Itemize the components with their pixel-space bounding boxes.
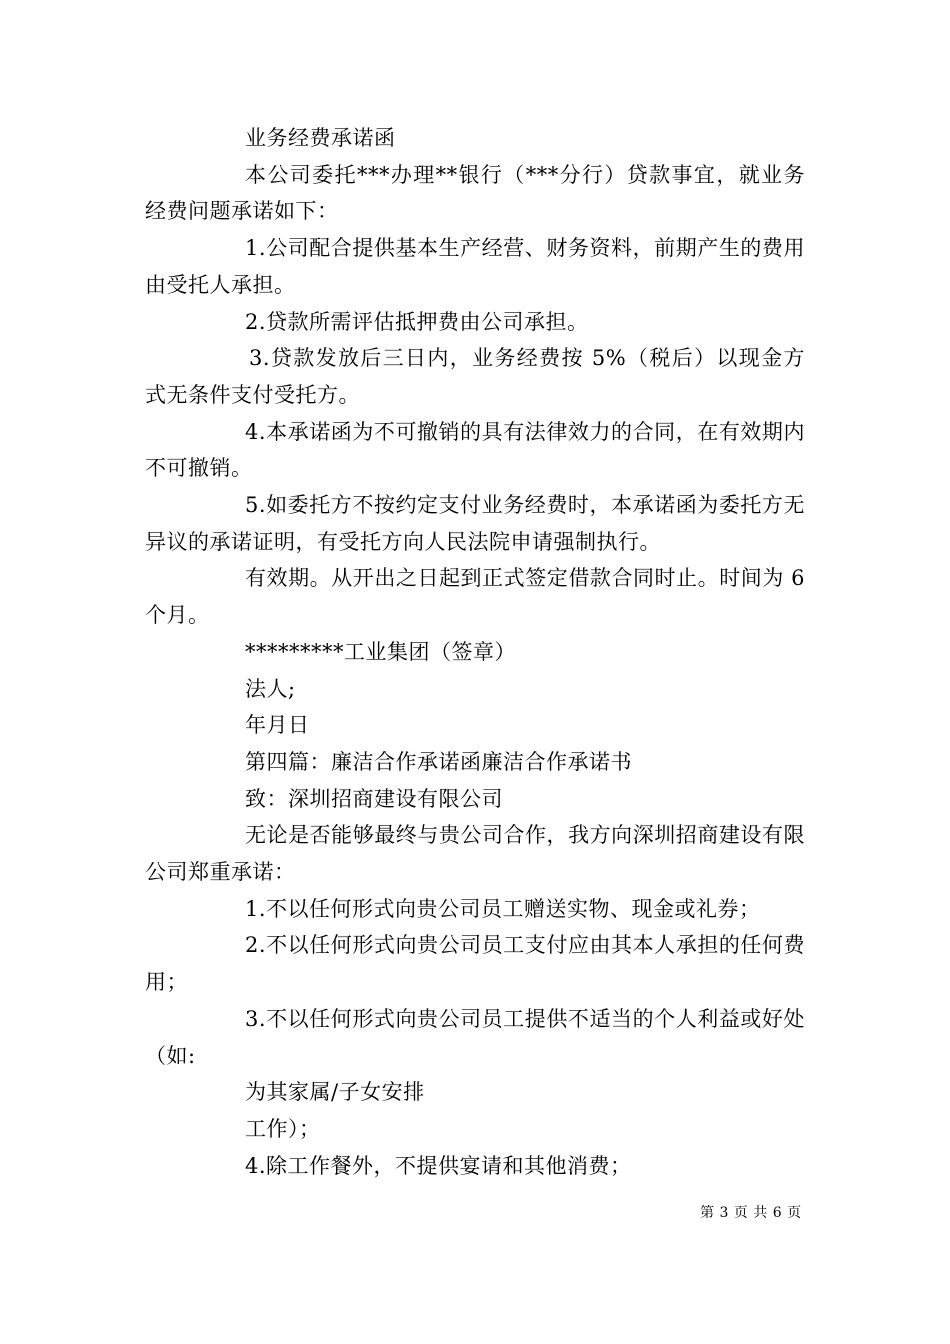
paragraph-item-2: 2.贷款所需评估抵押费由公司承担。 [245, 309, 589, 334]
section-heading: 第四篇：廉洁合作承诺函廉洁合作承诺书 [245, 749, 632, 774]
paragraph-item-3: 3.贷款发放后三日内，业务经费按 5%（税后）以现金方式无条件支付受托方。 [145, 346, 805, 407]
pledge-item-3-cont-1: 为其家属/子女安排 [245, 1080, 425, 1105]
document-body [145, 120, 805, 1184]
signature-company: *********工业集团（签章） [245, 639, 516, 664]
paragraph-intro: 本公司委托***办理**银行（***分行）贷款事宜，就业务经费问题承诺如下： [145, 162, 805, 224]
pledge-item-3: 3.不以任何形式向贵公司员工提供不适当的个人利益或好处（如: [145, 1006, 805, 1068]
paragraph-validity: 有效期。从开出之日起到正式签定借款合同时止。时间为 6 个月。 [145, 566, 805, 628]
addressee: 致：深圳招商建设有限公司 [245, 786, 503, 811]
pledge-item-4: 4.除工作餐外，不提供宴请和其他消费； [245, 1153, 632, 1178]
paragraph-item-1: 1.公司配合提供基本生产经营、财务资料，前期产生的费用由受托人承担。 [145, 236, 805, 297]
letter-title: 业务经费承诺函 [245, 126, 396, 150]
signature-date: 年月日 [245, 713, 310, 738]
page-number-footer: 第 3 页 共 6 页 [700, 1205, 802, 1221]
pledge-item-3-cont-2: 工作）； [245, 1116, 321, 1141]
signature-legal-person: 法人; [245, 676, 296, 701]
paragraph-pledge-intro: 无论是否能够最终与贵公司合作，我方向深圳招商建设有限公司郑重承诺： [145, 823, 805, 885]
pledge-item-2: 2.不以任何形式向贵公司员工支付应由其本人承担的任何费用； [145, 933, 805, 995]
pledge-item-1: 1.不以任何形式向贵公司员工赠送实物、现金或礼券； [245, 896, 761, 921]
paragraph-item-5: 5.如委托方不按约定支付业务经费时，本承诺函为委托方无异议的承诺证明，有受托方向人民法院申请强制执行。 [145, 493, 805, 554]
paragraph-item-4: 4.本承诺函为不可撤销的具有法律效力的合同，在有效期内不可撤销。 [145, 419, 805, 481]
